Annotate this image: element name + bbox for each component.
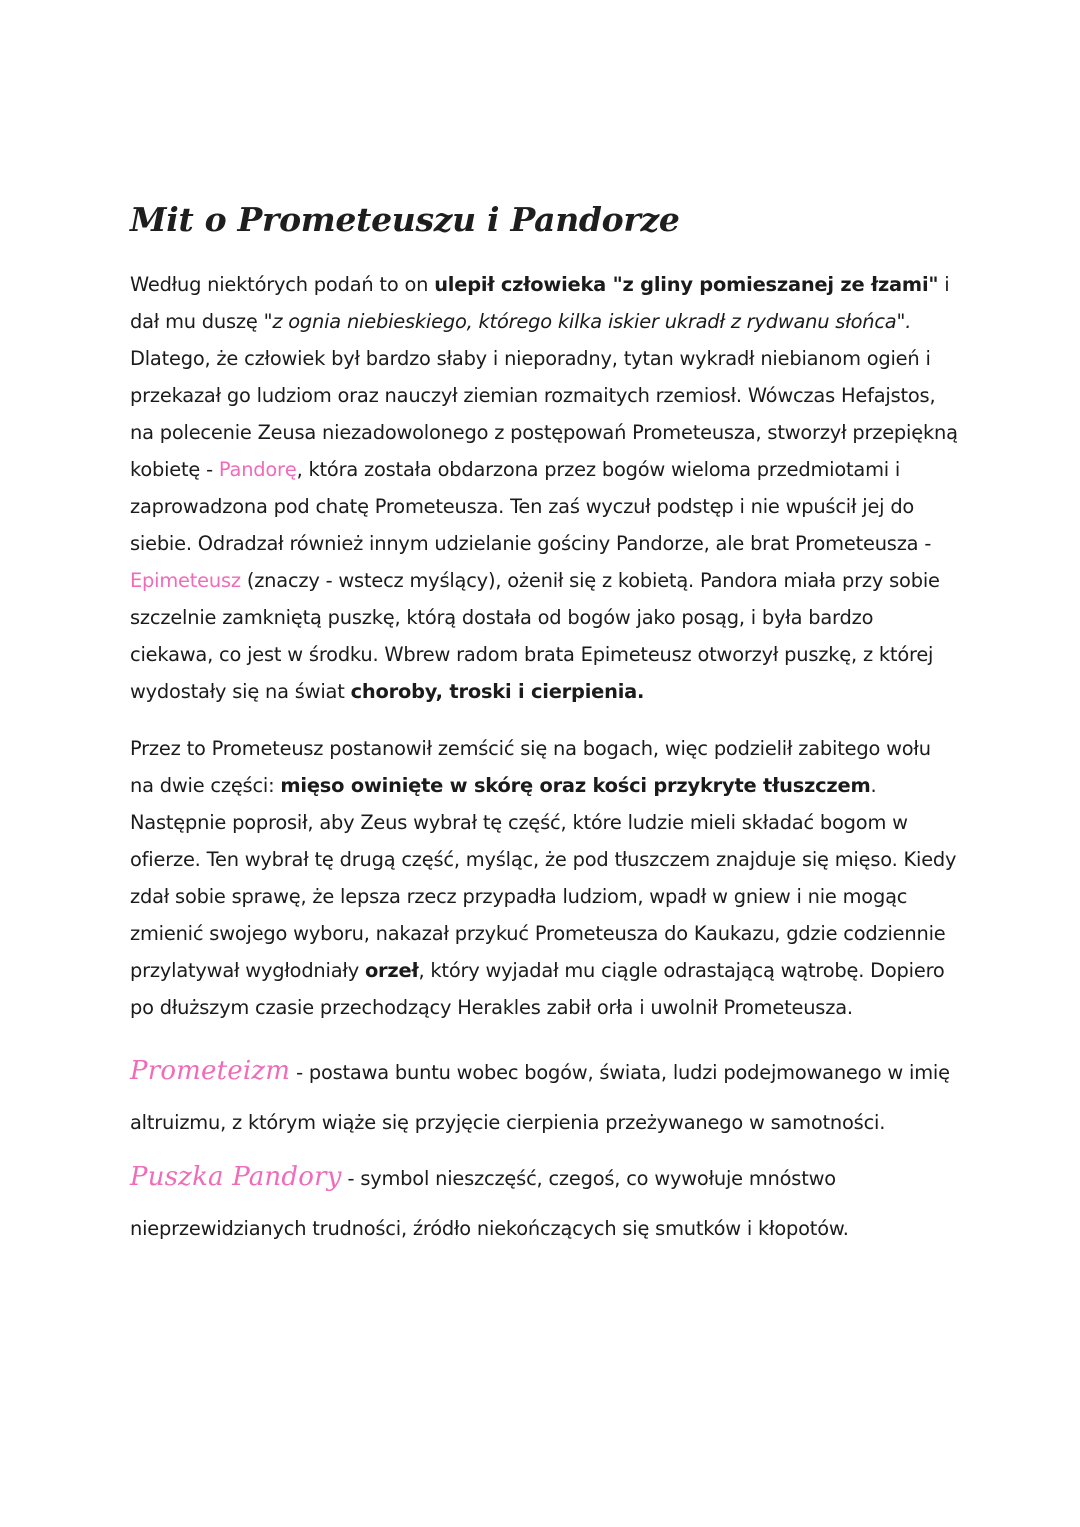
definition-term: Puszka Pandory bbox=[130, 1162, 342, 1192]
paragraph-myth-punishment bbox=[130, 730, 960, 1026]
bold-phrase: orzeł bbox=[364, 959, 419, 982]
page-title: Mit o Prometeuszu i Pandorze bbox=[130, 200, 680, 239]
bold-phrase: choroby, troski i cierpienia. bbox=[350, 680, 645, 703]
text-run: (znaczy - wstecz myślący), ożenił się z kobietą. Pandora miała przy sobie szczelnie zamkniętą puszkę, którą dostała od bogów jako posąg, i była bardzo ciekawa, co jest w środku. Wbrew radom brata Epimeteusz otworzył puszkę, z której wydostały się na świat bbox=[130, 569, 940, 703]
text-run: Przez to Prometeusz postanowił zemścić się na bogach, więc podzielił zabitego wołu na dwie części: bbox=[130, 737, 931, 797]
definition-text: - symbol nieszczęść, czegoś, co wywołuje mnóstwo nieprzewidzianych trudności, źródło niekończących się smutków i kłopotów. bbox=[130, 1167, 849, 1240]
definition-term: Prometeizm bbox=[130, 1056, 291, 1086]
text-run: Dlatego, że człowiek był bardzo słaby i nieporadny, tytan wykradł niebianom ogień i przekazał go ludziom oraz nauczył ziemian rozmaitych rzemiosł. Wówczas Hefajstos, na polecenie Zeusa niezadowolonego z postępowań Prometeusza, stworzył przepiękną kobietę - bbox=[130, 347, 958, 481]
text-run: . Następnie poprosił, aby Zeus wybrał tę część, które ludzie mieli składać bogom w ofierze. Ten wybrał tę drugą część, myśląc, że pod tłuszczem znajduje się mięso. Kiedy zdał sobie sprawę, że lepsza rzecz przypadła ludziom, wpadł w gniew i nie mogąc zmienić swojego wyboru, nakazał przykuć Prometeusza do Kaukazu, gdzie codziennie przylatywał wygłodniały bbox=[130, 774, 957, 982]
highlight-pandora: Pandorę bbox=[218, 458, 297, 481]
text-run: , która została obdarzona przez bogów wieloma przedmiotami i zaprowadzona pod chatę Prometeusza. Ten zaś wyczuł podstęp i nie wpuścił jej do siebie. Odradzał również innym udzielanie gościny Pandorze, ale brat Prometeusza - bbox=[130, 458, 932, 555]
paragraph-myth-creation bbox=[130, 266, 960, 710]
document-page bbox=[130, 196, 960, 1254]
definition-puszka-pandory bbox=[130, 1152, 960, 1254]
text-run: i dał mu duszę bbox=[130, 273, 950, 333]
bold-phrase: ulepił człowieka "z gliny pomieszanej ze łzami" bbox=[434, 273, 939, 296]
highlight-epimeteusz: Epimeteusz bbox=[130, 569, 241, 592]
bold-phrase: mięso owinięte w skórę oraz kości przykryte tłuszczem bbox=[280, 774, 871, 797]
text-run: , który wyjadał mu ciągle odrastającą wątrobę. Dopiero po dłuższym czasie przechodzący Herakles zabił orła i uwolnił Prometeusza. bbox=[130, 959, 945, 1019]
definition-prometeizm bbox=[130, 1046, 960, 1148]
text-run: Według niektórych podań to on bbox=[130, 273, 435, 296]
definition-text: - postawa buntu wobec bogów, świata, ludzi podejmowanego w imię altruizmu, z którym wiąże się przyjęcie cierpienia przeżywanego w samotności. bbox=[130, 1061, 950, 1134]
italic-quote: "z ognia niebieskiego, którego kilka iskier ukradł z rydwanu słońca". bbox=[263, 310, 912, 333]
